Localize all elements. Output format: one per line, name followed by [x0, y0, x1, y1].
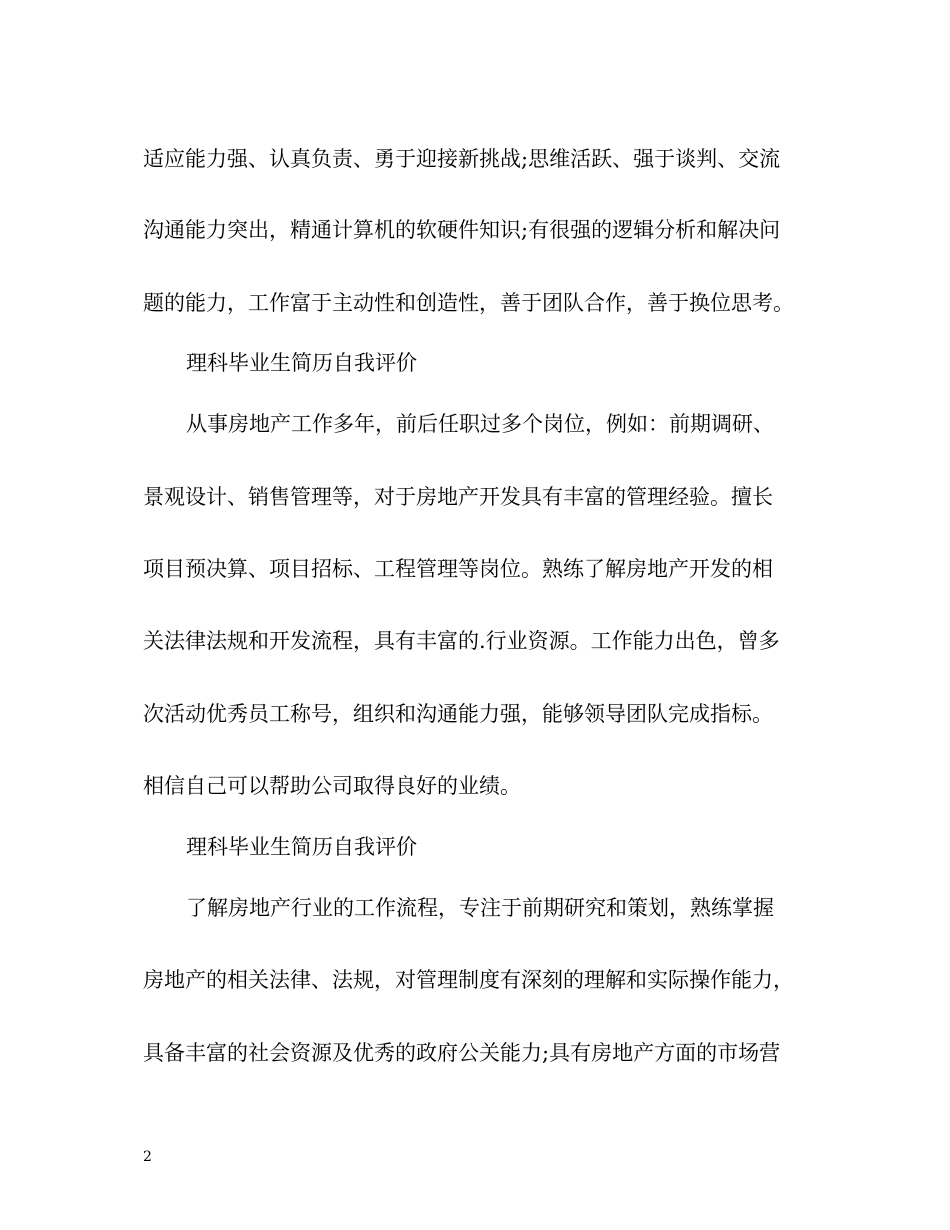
body-text-line: 从事房地产工作多年，前后任职过多个岗位，例如：前期调研、 [186, 412, 774, 436]
body-text-line: 相信自己可以帮助公司取得良好的业绩。 [143, 774, 521, 798]
page-number: 2 [143, 1149, 152, 1165]
section-heading: 理科毕业生简历自我评价 [186, 351, 417, 375]
body-text-line: 了解房地产行业的工作流程，专注于前期研究和策划，熟练掌握 [186, 896, 774, 920]
body-text-line: 房地产的相关法律、法规，对管理制度有深刻的理解和实际操作能力， [143, 968, 794, 992]
body-text-line: 关法律法规和开发流程，具有丰富的.行业资源。工作能力出色，曾多 [143, 629, 780, 653]
body-text-line: 适应能力强、认真负责、勇于迎接新挑战;思维活跃、强于谈判、交流 [143, 147, 781, 171]
section-heading: 理科毕业生简历自我评价 [186, 835, 417, 859]
body-text-line: 具备丰富的社会资源及优秀的政府公关能力;具有房地产方面的市场营 [143, 1041, 781, 1065]
body-text-line: 景观设计、销售管理等，对于房地产开发具有丰富的管理经验。擅长 [143, 485, 773, 509]
body-text-line: 题的能力，工作富于主动性和创造性，善于团队合作，善于换位思考。 [143, 291, 794, 315]
body-text-line: 次活动优秀员工称号，组织和沟通能力强，能够领导团队完成指标。 [143, 702, 773, 726]
body-text-line: 沟通能力突出，精通计算机的软硬件知识;有很强的逻辑分析和解决问 [143, 218, 781, 242]
body-text-line: 项目预决算、项目招标、工程管理等岗位。熟练了解房地产开发的相 [143, 557, 773, 581]
